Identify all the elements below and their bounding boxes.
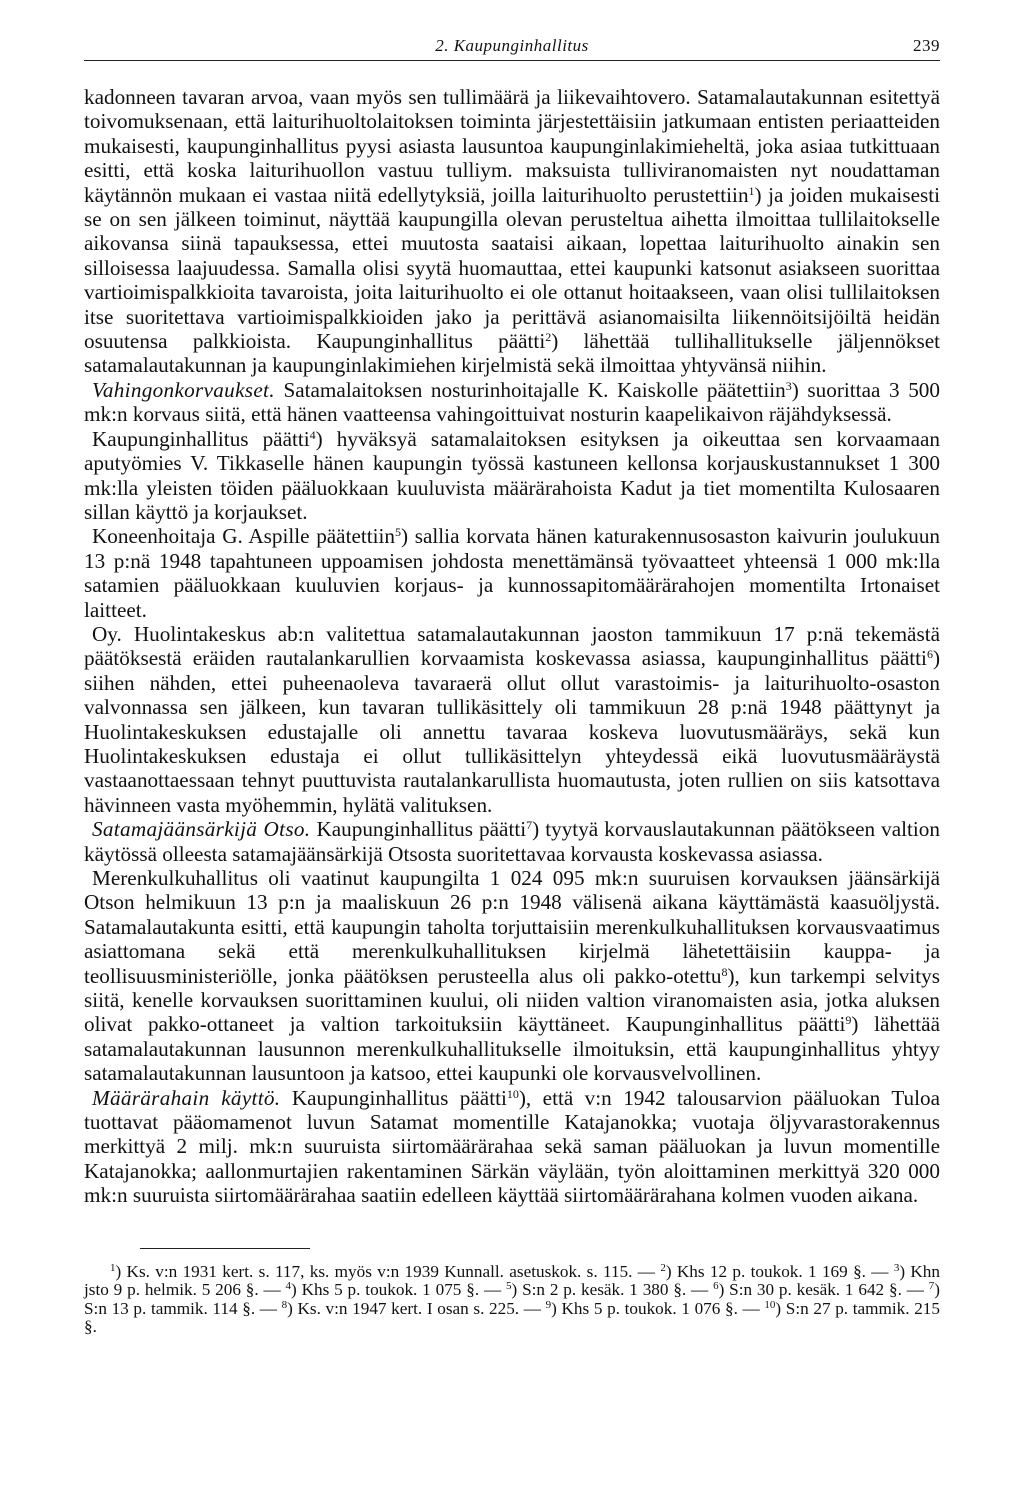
footnote-ref: 8 [721,964,728,979]
paragraph: Koneenhoitaja G. Aspille päätettiin$^5$) sallia korvata hänen katurakennusosaston kaivurin joulukuun 13 p:nä 1948 tapahtuneen uppoamisen johdosta menettämänsä työvaatteet yhteensä 1 000 mk:lla satamien pääluokkaan kuuluvien korjaus- ja kunnossapitomäärärahojen momentilta Irtonaiset laitteet. [84,524,941,622]
paragraph: Merenkulkuhallitus oli vaatinut kaupungilta 1 024 095 mk:n suuruisen korvauksen jäänsärkijä Otson helmikuun 13 p:n ja maaliskuun 26 p:n 1948 välisenä aikana käyttämästä kaasuöljystä. Satamalautakunta esitti, että kaupungin taholta torjuttaisiin merenkulkuhallituksen korvausvaatimus asiattomana sekä että merenkulkuhallituksen kirjelmä lähetettäisiin kauppa- ja teollisuusministeriölle, jonka päätöksen perusteella alus oli pakko-otettu$^8$), kun tarkempi selvitys siitä, kenelle korvauksen suorittaminen kuului, oli niiden valtion viranomaisten asia, jotka aluksen olivat pakko-ottaneet ja valtion tarkoituksiin käyttäneet. Kaupunginhallitus päätti$^9$) lähettää satamalautakunnan lausunnon merenkulkuhallitukselle ilmoituksin, että kaupunginhallitus yhtyy satamalautakunnan lausuntoon ja katsoo, ettei kaupunki ole korvausvelvollinen. [84,866,940,1086]
section-heading: Määrärahain käyttö. [92,1085,281,1110]
paragraph: Oy. Huolintakeskus ab:n valitettua satamalautakunnan jaoston tammikuun 17 p:nä tekemästä päätöksestä eräiden rautalankarullien korvaamista koskevassa asiassa, kaupunginhallitus päätti$^6$) siihen nähden, ettei puheenaoleva tavaraerä ollut ollut varastoimis- ja laiturihuolto-osaston valvonnassa sen jälkeen, kun tavaran tullikäsittely oli tammikuun 28 p:nä 1948 päättynyt ja Huolintakeskuksen edustajalle oli annettu tavaraa koskeva luovutusmääräys, sekä kun Huolintakeskuksen edustaja ei ollut tullikäsittelyn yhteydessä eikä luovutusmääräystä vastaanottaessaan tehnyt puuttuvista rautalankarullista huomautusta, joten rullien on siis katsottava hävinneen vasta myöhemmin, hylätä valituksen. [84,621,940,817]
footnote-text: $^1$) Ks. v:n 1931 kert. s. 117, ks. myös v:n 1939 Kunnall. asetuskok. s. 115. — $^2$) Khs 12 p. toukok. 1 169 §. — $^3$) Khn jsto 9 p. helmik. 5 206 §. — $^4$) Khs 5 p. toukok. 1 075 §. — $^5$) S:n 2 p. kesäk. 1 380 §. — $^6$) S:n 30 p. kesäk. 1 642 §. — $^7$) S:n 13 p. tammik. 114 §. — $^8$) Ks. v:n 1947 kert. I osan s. 225. — $^9$) Khs 5 p. toukok. 1 076 §. — $^{10}$) S:n 27 p. tammik. 215 §. [84,1261,940,1337]
footnote-ref: 5 [395,525,402,540]
footnote-ref: 2 [545,330,552,345]
running-header-title: 2. Kaupunginhallitus [435,36,589,55]
footnote-ref: 6 [926,647,933,662]
section-heading: Satamajäänsärkijä Otso. [92,817,311,842]
footnote-ref: 3 [785,378,792,393]
page-number: 239 [913,36,940,55]
body-text [84,85,940,1208]
document-page [84,32,940,1337]
paragraph: Vahingonkorvaukset. Satamalaitoksen nosturinhoitajalle K. Kaiskolle päätettiin$^3$) suorittaa 3 500 mk:n korvaus siitä, että hänen vaatteensa vahingoittuivat nosturin kaapelikaivon räjähdyksessä. [84,377,940,427]
footnote-divider [140,1248,310,1249]
running-header [84,32,940,61]
footnotes [84,1263,940,1337]
footnote-ref: 1 [748,183,755,198]
paragraph: Kaupunginhallitus päätti$^4$) hyväksyä satamalaitoksen esityksen ja oikeuttaa sen korvaamaan aputyömies V. Tikkaselle hänen kaupungin työssä kastuneen kellonsa korjauskustannukset 1 300 mk:lla yleisten töiden pääluokkaan kuuluvista määrärahoista Kadut ja tiet momentilta Kulosaaren sillan käyttö ja korjaukset. [84,426,940,524]
footnote-ref: 7 [526,818,533,833]
footnote-ref: 4 [309,427,316,442]
paragraph: kadonneen tavaran arvoa, vaan myös sen tullimäärä ja liikevaihtovero. Satamalautakunnan esitettyä toivomuksenaan, että laiturihuoltolaitoksen toiminta järjestettäisiin jatkumaan entisten periaatteiden mukaisesti, kaupunginhallitus pyysi asiasta lausuntoa kaupunginlakimieheltä, joka asiaa tutkittuaan esitti, että koska laiturihuollon vastuu tulliym. maksuista tulliviranomaisten nyt noudattaman käytännön mukaan ei vastaa niitä edellytyksiä, joilla laiturihuolto perustettiin$^1$) ja joiden mukaisesti se on sen jälkeen toiminut, näyttää kaupungilla olevan perusteltua aihetta ilmoittaa tullilaitokselle aikovansa siinä tapauksessa, ettei muutosta saataisi aikaan, lopettaa laiturihuolto ainakin sen silloisessa laajuudessa. Samalla olisi syytä huomauttaa, ettei kaupunki katsonut asiakseen suorittaa vartioimispalkkioita tavaroista, joita laiturihuolto ei ole ottanut hoitaakseen, vaan olisi tullilaitoksen itse suoritettava vartioimispalkkioiden jako ja perittävä asianomaisilta liikennöitsijöiltä heidän osuutensa palkkioista. Kaupunginhallitus päätti$^2$) lähettää tullihallitukselle jäljennökset satamalautakunnan ja kaupunginlakimiehen kirjelmistä sekä ilmoittaa yhtyvänsä niihin. [84,85,940,378]
paragraph: Määrärahain käyttö. Kaupunginhallitus päätti$^{10}$), että v:n 1942 talousarvion pääluokan Tuloa tuottavat pääomamenot luvun Satamat momentille Katajanokka; vuotaja öljyvarastorakennus merkittyä 2 milj. mk:n suuruista siirtomäärärahaa sekä saman pääluokan ja luvun momentille Katajanokka; aallonmurtajien rakentaminen Särkän väylään, työn aloittaminen merkittyä 320 000 mk:n suuruista siirtomäärärahaa saatiin edelleen käyttää siirtomäärärahana kolmen vuoden aikana. [84,1085,940,1208]
footnote-ref: 9 [845,1013,852,1028]
section-heading: Vahingonkorvaukset. [92,377,275,402]
footnote-ref: 10 [506,1086,519,1101]
paragraph: Satamajäänsärkijä Otso. Kaupunginhallitus päätti$^7$) tyytyä korvauslautakunnan päätökseen valtion käytössä olleesta satamajäänsärkijä Otsosta suoritettavaa korvausta koskevassa asiassa. [84,817,940,866]
